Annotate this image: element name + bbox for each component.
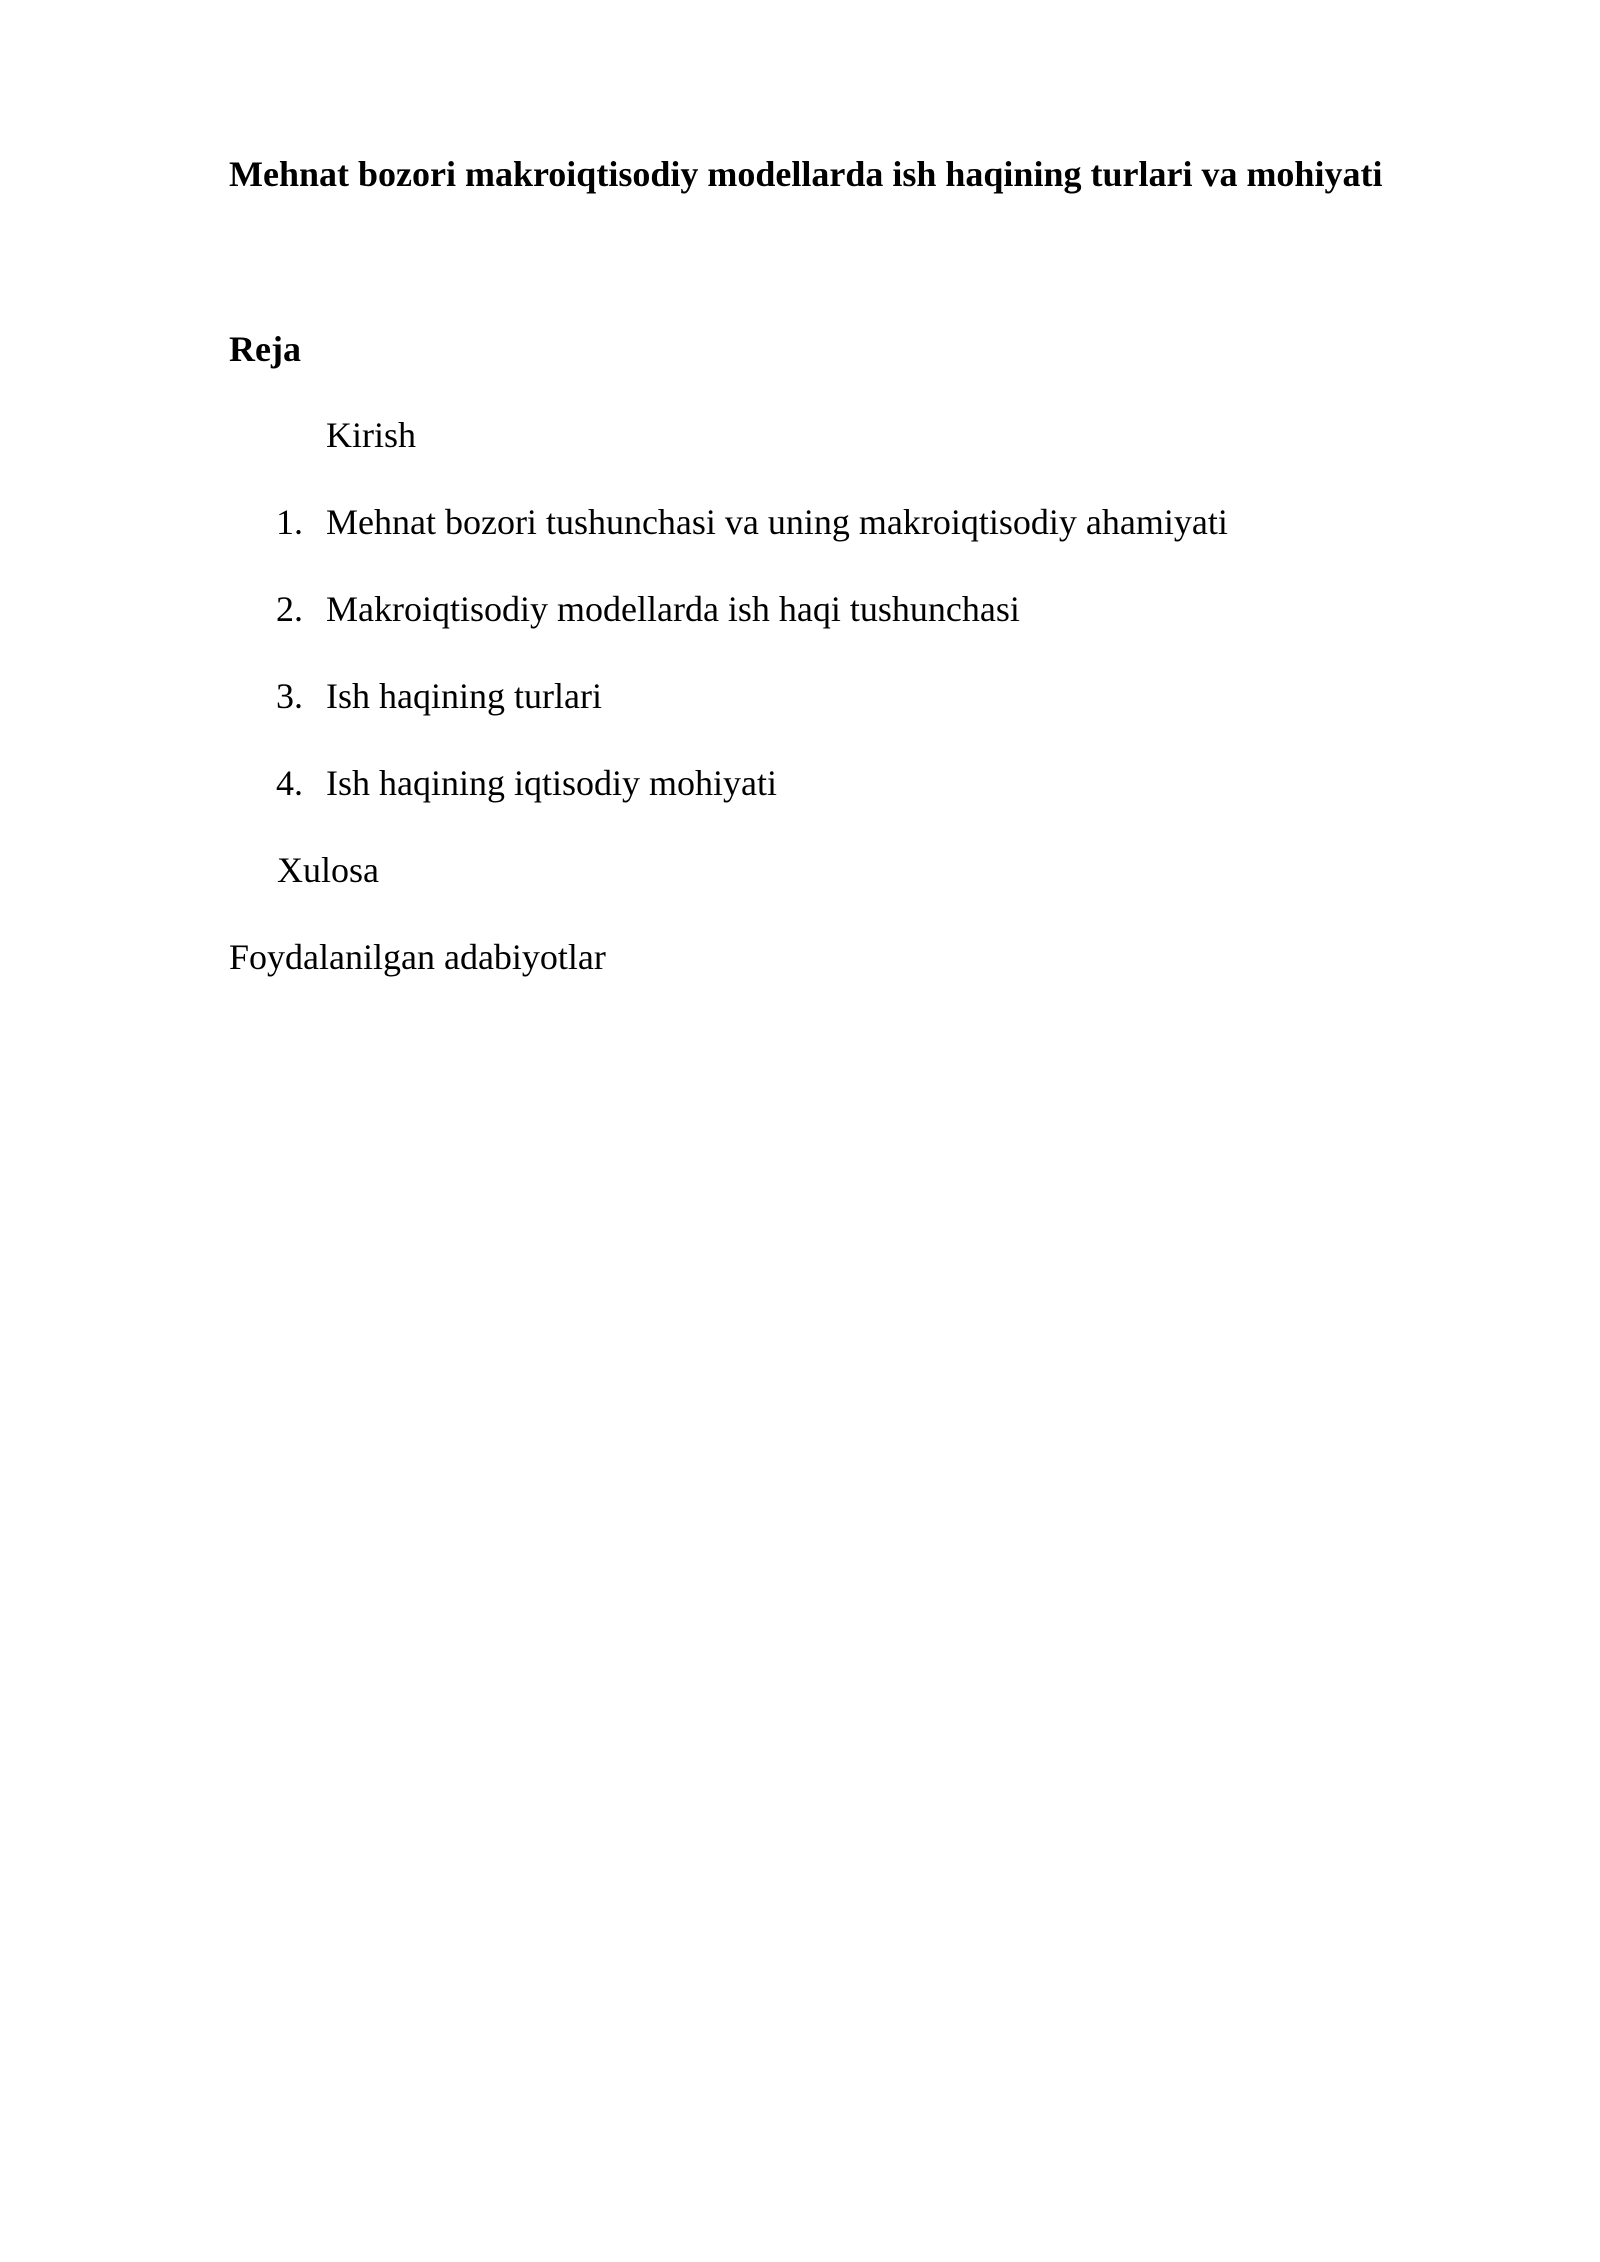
list-item-text: Ish haqining iqtisodiy mohiyati (326, 763, 777, 803)
document-title: Mehnat bozori makroiqtisodiy modellarda ish haqining turlari va mohiyati (229, 154, 1383, 194)
intro-item: Kirish (326, 415, 416, 455)
list-item-number: 4. (276, 763, 303, 803)
list-item-text: Ish haqining turlari (326, 676, 602, 716)
references-item: Foydalanilgan adabiyotlar (229, 937, 606, 977)
list-item-text: Mehnat bozori tushunchasi va uning makroiqtisodiy ahamiyati (326, 502, 1228, 542)
list-item-text: Makroiqtisodiy modellarda ish haqi tushunchasi (326, 589, 1020, 629)
conclusion-item: Xulosa (277, 850, 379, 890)
list-item-number: 3. (276, 676, 303, 716)
plan-heading: Reja (229, 329, 301, 369)
list-item-number: 2. (276, 589, 303, 629)
list-item-number: 1. (276, 502, 303, 542)
